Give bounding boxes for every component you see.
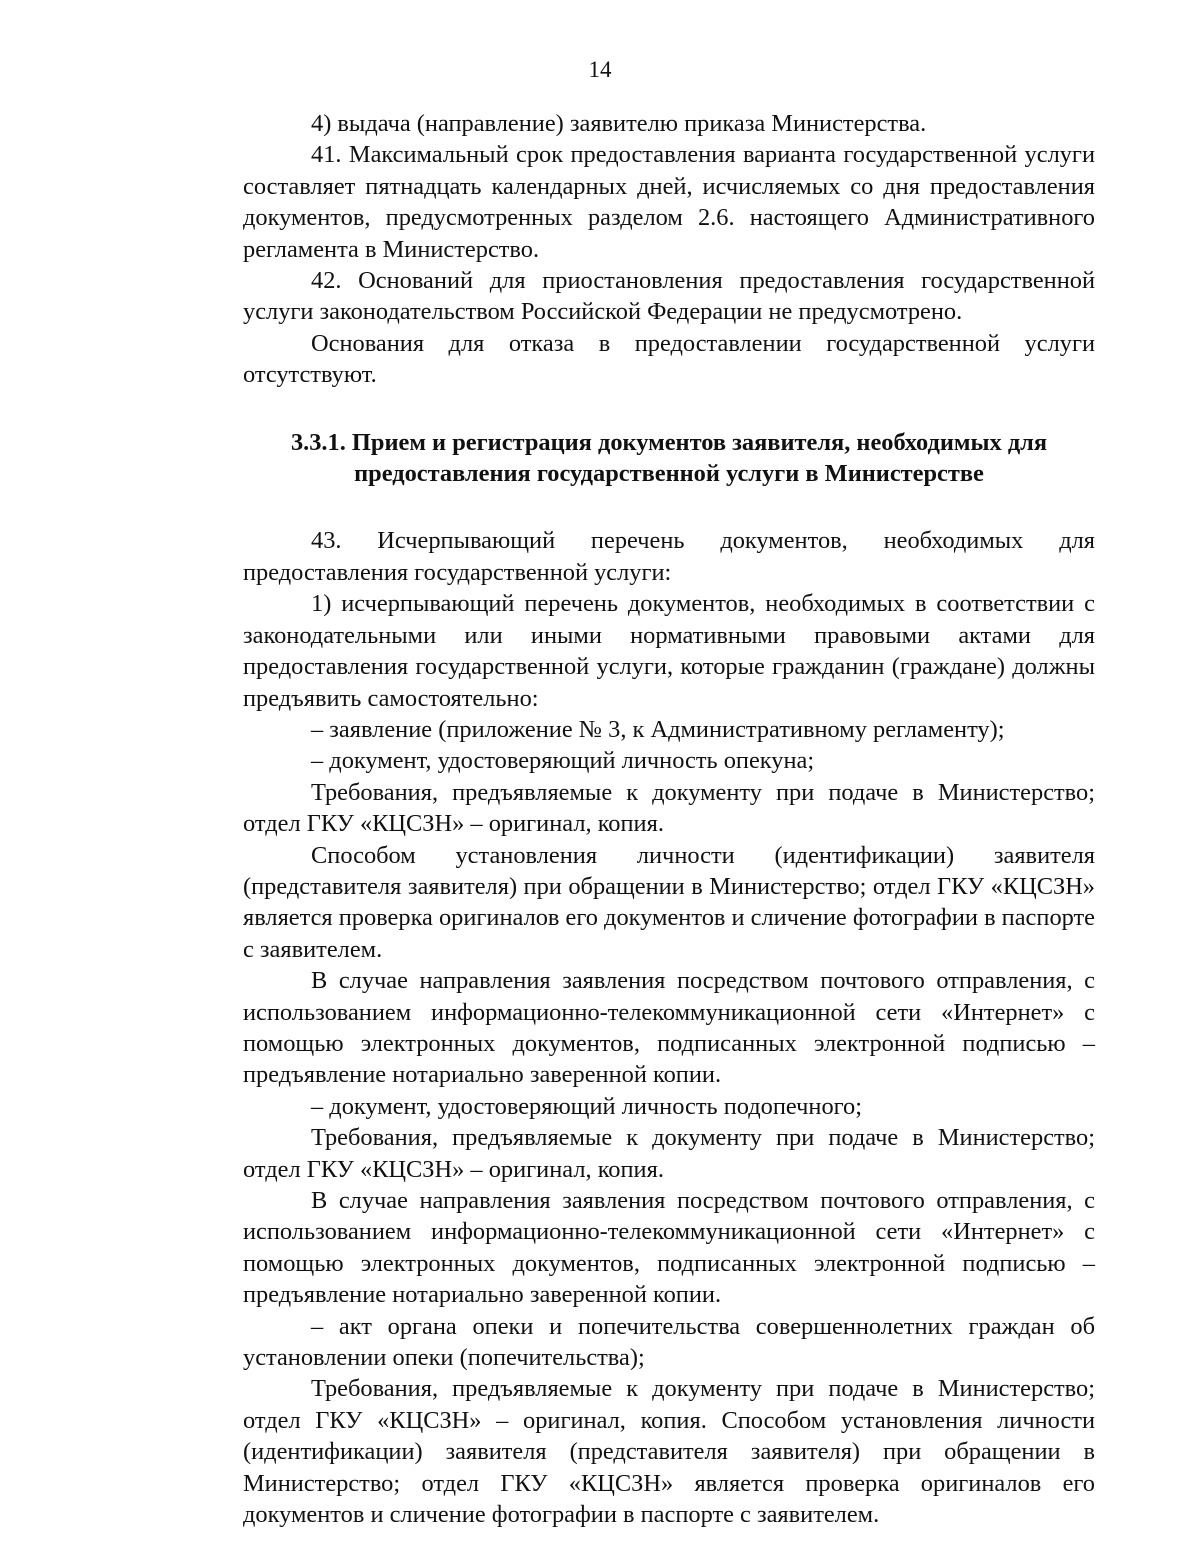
paragraph-43: 43. Исчерпывающий перечень документов, необходимых для предоставления государственной услуги:: [243, 527, 1095, 586]
paragraph-item-4: 4) выдача (направление) заявителю приказа Министерства.: [311, 110, 927, 137]
paragraph-41: 41. Максимальный срок предоставления варианта государственной услуги составляет пятнадцать календарных дней, исчисляемых со дня предоставления документов, предусмотренных разделом 2.6. настоящего Административного регламента в Министерство.: [243, 141, 1095, 263]
paragraph-document-list: 1) исчерпывающий перечень документов, необходимых в соответствии с законодательными или иными нормативными правовыми актами для предоставления государственной услуги, которые гражданин (граждане) должны предъявить самостоятельно:: [243, 590, 1095, 712]
list-item-guardianship-act: – акт органа опеки и попечительства совершеннолетних граждан об установлении опеки (попечительства);: [243, 1312, 1095, 1372]
paragraph-postal-submission: В случае направления заявления посредством почтового отправления, с использованием информационно-телекоммуникационной сети «Интернет» с помощью электронных документов, подписанных электронной подписью – предъявление нотариально заверенной копии.: [243, 1187, 1095, 1309]
section-heading-3-3-1: 3.3.1. Прием и регистрация документов заявителя, необходимых для предоставления государственной услуги в Министерстве: [290, 428, 1048, 488]
paragraph-refusal-grounds: Основания для отказа в предоставлении государственной услуги отсутствуют.: [243, 329, 1095, 389]
paragraph-42: 42. Оснований для приостановления предоставления государственной услуги законодательством Российской Федерации не предусмотрено.: [243, 267, 1095, 326]
page-number: 14: [588, 57, 612, 82]
paragraph-requirements: Требования, предъявляемые к документу при подаче в Министерство; отдел ГКУ «КЦСЗН» – оригинал, копия.: [243, 778, 1095, 838]
document-body: [243, 108, 1095, 1530]
list-item-ward-id: – документ, удостоверяющий личность подопечного;: [311, 1092, 863, 1120]
list-item-application: – заявление (приложение № 3, к Административному регламенту);: [311, 715, 1005, 743]
paragraph-identification: Способом установления личности (идентификации) заявителя (представителя заявителя) при обращении в Министерство; отдел ГКУ «КЦСЗН» является проверка оригиналов его документов и сличение фотографии в паспорте с заявителем.: [243, 841, 1095, 963]
paragraph-requirements: Требования, предъявляемые к документу при подаче в Министерство; отдел ГКУ «КЦСЗН» – оригинал, копия.: [243, 1124, 1095, 1183]
paragraph-postal-submission: В случае направления заявления посредством почтового отправления, с использованием информационно-телекоммуникационной сети «Интернет» с помощью электронных документов, подписанных электронной подписью – предъявление нотариально заверенной копии.: [243, 967, 1095, 1089]
paragraph-requirements-identification: Требования, предъявляемые к документу при подаче в Министерство; отдел ГКУ «КЦСЗН» – оригинал, копия. Способом установления личности (идентификации) заявителя (представителя заявителя) при обращении в Министерство; отдел ГКУ «КЦСЗН» является проверка оригиналов его документов и сличение фотографии в паспорте с заявителем.: [243, 1375, 1095, 1529]
list-item-guardian-id: – документ, удостоверяющий личность опекуна;: [311, 747, 815, 775]
